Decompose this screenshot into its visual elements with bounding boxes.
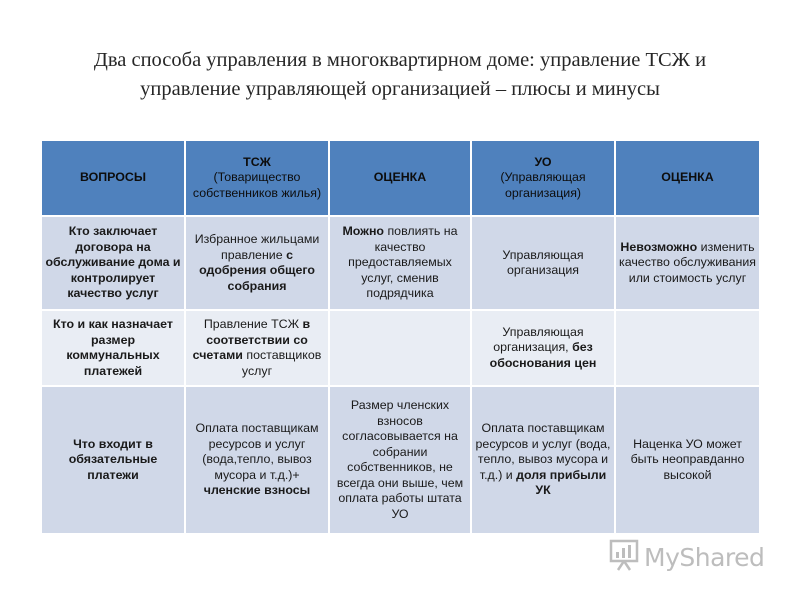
header-uo-abbr: УО bbox=[534, 154, 552, 169]
row-question: Кто и как назначает размер коммунальных платежей bbox=[41, 310, 185, 386]
title-line-1: Два способа управления в многоквартирном доме: управление ТСЖ и bbox=[93, 49, 707, 71]
comparison-table bbox=[40, 139, 761, 535]
row-rating1-cell bbox=[329, 310, 471, 386]
header-tszh-abbr: ТСЖ bbox=[243, 154, 271, 169]
watermark-logo bbox=[608, 538, 764, 577]
page-title bbox=[40, 46, 760, 104]
row-uo-cell: Управляющая организация bbox=[471, 216, 615, 310]
table-row bbox=[41, 216, 760, 310]
row-uo-cell: Оплата поставщикам ресурсов и услуг (вода, тепло, вывоз мусора и т.д.) и доля прибыли УК bbox=[471, 386, 615, 534]
row-tszh-cell: Избранное жильцами правление с одобрения общего собрания bbox=[185, 216, 329, 310]
row-tszh-cell: Правление ТСЖ в соответствии со счетами поставщиков услуг bbox=[185, 310, 329, 386]
header-questions: ВОПРОСЫ bbox=[41, 140, 185, 216]
row-question: Что входит в обязательные платежи bbox=[41, 386, 185, 534]
row-rating1-cell: Размер членских взносов согласовывается на собрании собственников, не всегда они выше, чем оплата работы штата УО bbox=[329, 386, 471, 534]
row-rating1-cell: Можно повлиять на качество предоставляемых услуг, сменив подрядчика bbox=[329, 216, 471, 310]
header-rating-1: ОЦЕНКА bbox=[329, 140, 471, 216]
row-rating2-cell: Невозможно изменить качество обслуживания или стоимость услуг bbox=[615, 216, 760, 310]
row-rating2-cell: Наценка УО может быть неоправданно высокой bbox=[615, 386, 760, 534]
header-tszh bbox=[185, 140, 329, 216]
row-question: Кто заключает договора на обслуживание дома и контролирует качество услуг bbox=[41, 216, 185, 310]
row-tszh-cell: Оплата поставщикам ресурсов и услуг (вода,тепло, вывоз мусора и т.д.)+ членские взносы bbox=[185, 386, 329, 534]
presentation-board-icon bbox=[608, 538, 640, 577]
watermark-text: MyShared bbox=[644, 543, 765, 572]
header-rating-2: ОЦЕНКА bbox=[615, 140, 760, 216]
title-line-2: управление управляющей организацией – плюсы и минусы bbox=[140, 78, 660, 100]
row-uo-cell: Управляющая организация, без обоснования цен bbox=[471, 310, 615, 386]
header-uo-full: (Управляющая организация) bbox=[500, 170, 586, 200]
table-row bbox=[41, 310, 760, 386]
header-tszh-full: (Товарищество собственников жилья) bbox=[192, 170, 322, 200]
row-rating2-cell bbox=[615, 310, 760, 386]
header-uo bbox=[471, 140, 615, 216]
table-row bbox=[41, 386, 760, 534]
header-row bbox=[41, 140, 760, 216]
